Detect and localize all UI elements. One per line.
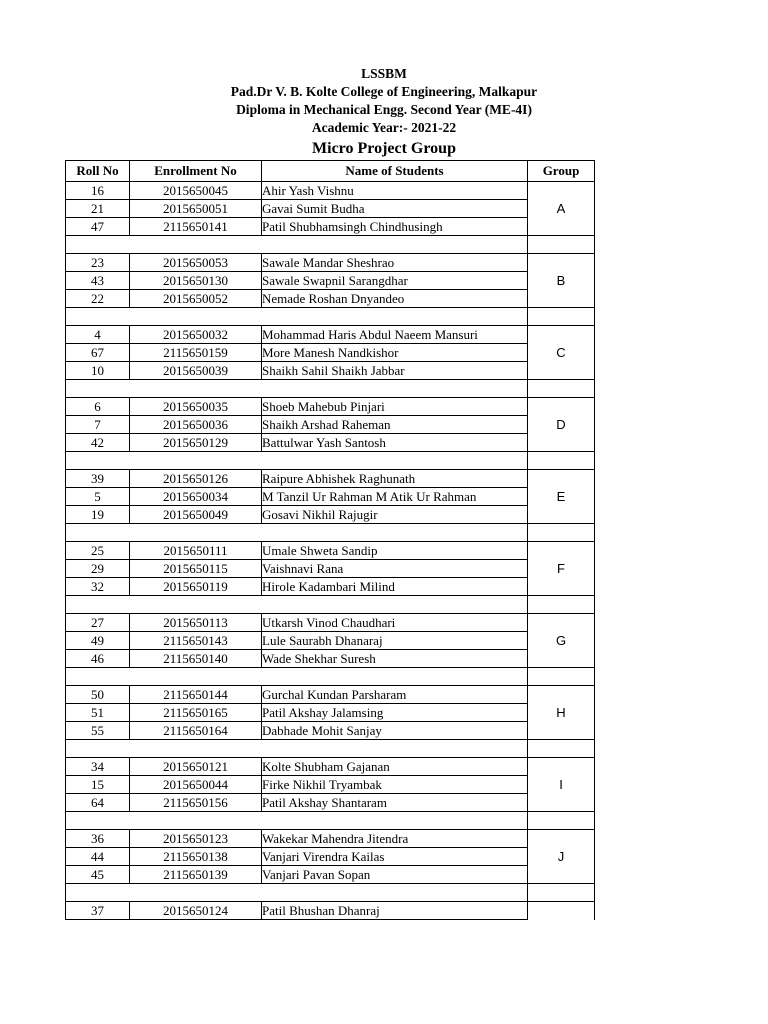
enrollment-no-cell: 2015650035: [130, 398, 262, 416]
separator-cell: [66, 884, 528, 902]
roll-no-cell: 47: [66, 218, 130, 236]
separator-group-cell: [528, 380, 595, 398]
roll-no-cell: 34: [66, 758, 130, 776]
enrollment-no-cell: 2015650124: [130, 902, 262, 920]
roll-no-cell: 37: [66, 902, 130, 920]
enrollment-no-cell: 2015650044: [130, 776, 262, 794]
separator-group-cell: [528, 884, 595, 902]
student-name-cell: Battulwar Yash Santosh: [262, 434, 528, 452]
roll-no-cell: 50: [66, 686, 130, 704]
roll-no-cell: 22: [66, 290, 130, 308]
table-row: [66, 218, 595, 236]
roll-no-cell: 42: [66, 434, 130, 452]
enrollment-no-cell: 2115650143: [130, 632, 262, 650]
student-name-cell: Lule Saurabh Dhanaraj: [262, 632, 528, 650]
enrollment-no-cell: 2015650045: [130, 182, 262, 200]
document-header: [0, 65, 768, 159]
student-name-cell: Ahir Yash Vishnu: [262, 182, 528, 200]
student-name-cell: Wade Shekhar Suresh: [262, 650, 528, 668]
micro-project-group-table: [65, 160, 595, 920]
table-row: [66, 200, 595, 218]
student-name-cell: Vaishnavi Rana: [262, 560, 528, 578]
table-row: [66, 560, 595, 578]
enrollment-no-cell: 2015650053: [130, 254, 262, 272]
group-label-cell: [528, 902, 595, 920]
student-name-cell: Firke Nikhil Tryambak: [262, 776, 528, 794]
table-row: [66, 326, 595, 344]
student-name-cell: Patil Akshay Jalamsing: [262, 704, 528, 722]
table-row: [66, 650, 595, 668]
student-name-cell: Raipure Abhishek Raghunath: [262, 470, 528, 488]
table-row: [66, 578, 595, 596]
column-header-group: Group: [528, 161, 595, 182]
group-separator-row: [66, 812, 595, 830]
table-body: [66, 182, 595, 920]
enrollment-no-cell: 2115650164: [130, 722, 262, 740]
roll-no-cell: 51: [66, 704, 130, 722]
group-separator-row: [66, 380, 595, 398]
group-label-cell: F: [528, 542, 595, 596]
group-label-cell: I: [528, 758, 595, 812]
roll-no-cell: 43: [66, 272, 130, 290]
roll-no-cell: 25: [66, 542, 130, 560]
roll-no-cell: 27: [66, 614, 130, 632]
separator-group-cell: [528, 452, 595, 470]
group-separator-row: [66, 524, 595, 542]
enrollment-no-cell: 2015650121: [130, 758, 262, 776]
enrollment-no-cell: 2015650129: [130, 434, 262, 452]
student-name-cell: Vanjari Virendra Kailas: [262, 848, 528, 866]
roll-no-cell: 44: [66, 848, 130, 866]
table-row: [66, 704, 595, 722]
student-name-cell: Umale Shweta Sandip: [262, 542, 528, 560]
student-name-cell: Patil Akshay Shantaram: [262, 794, 528, 812]
roll-no-cell: 67: [66, 344, 130, 362]
enrollment-no-cell: 2015650123: [130, 830, 262, 848]
group-label-cell: H: [528, 686, 595, 740]
student-name-cell: Nemade Roshan Dnyandeo: [262, 290, 528, 308]
roll-no-cell: 10: [66, 362, 130, 380]
roll-no-cell: 45: [66, 866, 130, 884]
institute-short-name: LSSBM: [361, 66, 407, 81]
table-row: [66, 398, 595, 416]
group-separator-row: [66, 596, 595, 614]
separator-group-cell: [528, 236, 595, 254]
enrollment-no-cell: 2015650036: [130, 416, 262, 434]
student-name-cell: Gurchal Kundan Parsharam: [262, 686, 528, 704]
table-row: [66, 434, 595, 452]
table-row: [66, 614, 595, 632]
separator-cell: [66, 668, 528, 686]
student-name-cell: Dabhade Mohit Sanjay: [262, 722, 528, 740]
enrollment-no-cell: 2015650126: [130, 470, 262, 488]
table-row: [66, 470, 595, 488]
table-row: [66, 686, 595, 704]
roll-no-cell: 39: [66, 470, 130, 488]
student-name-cell: Mohammad Haris Abdul Naeem Mansuri: [262, 326, 528, 344]
student-name-cell: Hirole Kadambari Milind: [262, 578, 528, 596]
separator-cell: [66, 524, 528, 542]
student-name-cell: Wakekar Mahendra Jitendra: [262, 830, 528, 848]
separator-group-cell: [528, 740, 595, 758]
group-separator-row: [66, 308, 595, 326]
student-name-cell: Sawale Swapnil Sarangdhar: [262, 272, 528, 290]
table-row: [66, 182, 595, 200]
program-name: Diploma in Mechanical Engg. Second Year (ME-4I): [236, 102, 532, 117]
table-row: [66, 776, 595, 794]
enrollment-no-cell: 2115650139: [130, 866, 262, 884]
roll-no-cell: 23: [66, 254, 130, 272]
group-label-cell: J: [528, 830, 595, 884]
separator-cell: [66, 740, 528, 758]
group-separator-row: [66, 884, 595, 902]
column-header-name-of-students: Name of Students: [262, 161, 528, 182]
separator-cell: [66, 452, 528, 470]
roll-no-cell: 5: [66, 488, 130, 506]
enrollment-no-cell: 2015650034: [130, 488, 262, 506]
table-row: [66, 902, 595, 920]
group-label-cell: C: [528, 326, 595, 380]
enrollment-no-cell: 2115650144: [130, 686, 262, 704]
college-name: Pad.Dr V. B. Kolte College of Engineering, Malkapur: [230, 84, 538, 99]
table-row: [66, 290, 595, 308]
table-row: [66, 632, 595, 650]
roll-no-cell: 36: [66, 830, 130, 848]
student-name-cell: Patil Shubhamsingh Chindhusingh: [262, 218, 528, 236]
separator-cell: [66, 380, 528, 398]
table-row: [66, 866, 595, 884]
group-separator-row: [66, 668, 595, 686]
separator-cell: [66, 596, 528, 614]
separator-group-cell: [528, 812, 595, 830]
enrollment-no-cell: 2115650138: [130, 848, 262, 866]
academic-year: Academic Year:- 2021-22: [311, 120, 457, 135]
table-row: [66, 848, 595, 866]
enrollment-no-cell: 2015650115: [130, 560, 262, 578]
roll-no-cell: 55: [66, 722, 130, 740]
group-separator-row: [66, 740, 595, 758]
separator-group-cell: [528, 308, 595, 326]
table-header-row: [66, 161, 595, 182]
group-separator-row: [66, 452, 595, 470]
enrollment-no-cell: 2115650141: [130, 218, 262, 236]
student-name-cell: More Manesh Nandkishor: [262, 344, 528, 362]
table-row: [66, 758, 595, 776]
enrollment-no-cell: 2015650051: [130, 200, 262, 218]
roll-no-cell: 4: [66, 326, 130, 344]
student-name-cell: Gosavi Nikhil Rajugir: [262, 506, 528, 524]
table-row: [66, 542, 595, 560]
roll-no-cell: 29: [66, 560, 130, 578]
enrollment-no-cell: 2015650113: [130, 614, 262, 632]
separator-cell: [66, 308, 528, 326]
table-row: [66, 344, 595, 362]
student-name-cell: Patil Bhushan Dhanraj: [262, 902, 528, 920]
group-label-cell: A: [528, 182, 595, 236]
roll-no-cell: 49: [66, 632, 130, 650]
table-row: [66, 722, 595, 740]
roll-no-cell: 7: [66, 416, 130, 434]
table-row: [66, 830, 595, 848]
enrollment-no-cell: 2015650052: [130, 290, 262, 308]
group-label-cell: E: [528, 470, 595, 524]
table-row: [66, 488, 595, 506]
group-label-cell: D: [528, 398, 595, 452]
group-label-cell: B: [528, 254, 595, 308]
table-row: [66, 362, 595, 380]
table-row: [66, 794, 595, 812]
roll-no-cell: 15: [66, 776, 130, 794]
student-name-cell: Utkarsh Vinod Chaudhari: [262, 614, 528, 632]
group-separator-row: [66, 236, 595, 254]
enrollment-no-cell: 2015650049: [130, 506, 262, 524]
roll-no-cell: 46: [66, 650, 130, 668]
table-row: [66, 254, 595, 272]
enrollment-no-cell: 2015650119: [130, 578, 262, 596]
column-header-enrollment-no: Enrollment No: [130, 161, 262, 182]
enrollment-no-cell: 2115650140: [130, 650, 262, 668]
document-title: Micro Project Group: [312, 140, 456, 157]
separator-cell: [66, 236, 528, 254]
column-header-roll-no: Roll No: [66, 161, 130, 182]
roll-no-cell: 19: [66, 506, 130, 524]
enrollment-no-cell: 2015650130: [130, 272, 262, 290]
enrollment-no-cell: 2115650159: [130, 344, 262, 362]
student-name-cell: M Tanzil Ur Rahman M Atik Ur Rahman: [262, 488, 528, 506]
roll-no-cell: 21: [66, 200, 130, 218]
enrollment-no-cell: 2015650032: [130, 326, 262, 344]
student-name-cell: Shaikh Sahil Shaikh Jabbar: [262, 362, 528, 380]
separator-group-cell: [528, 668, 595, 686]
table-row: [66, 506, 595, 524]
student-name-cell: Vanjari Pavan Sopan: [262, 866, 528, 884]
roll-no-cell: 6: [66, 398, 130, 416]
enrollment-no-cell: 2015650039: [130, 362, 262, 380]
enrollment-no-cell: 2015650111: [130, 542, 262, 560]
roll-no-cell: 16: [66, 182, 130, 200]
group-label-cell: G: [528, 614, 595, 668]
student-name-cell: Gavai Sumit Budha: [262, 200, 528, 218]
table-row: [66, 416, 595, 434]
student-name-cell: Shaikh Arshad Raheman: [262, 416, 528, 434]
table-row: [66, 272, 595, 290]
separator-group-cell: [528, 524, 595, 542]
separator-cell: [66, 812, 528, 830]
separator-group-cell: [528, 596, 595, 614]
student-name-cell: Kolte Shubham Gajanan: [262, 758, 528, 776]
roll-no-cell: 32: [66, 578, 130, 596]
enrollment-no-cell: 2115650156: [130, 794, 262, 812]
roll-no-cell: 64: [66, 794, 130, 812]
enrollment-no-cell: 2115650165: [130, 704, 262, 722]
student-name-cell: Shoeb Mahebub Pinjari: [262, 398, 528, 416]
student-name-cell: Sawale Mandar Sheshrao: [262, 254, 528, 272]
